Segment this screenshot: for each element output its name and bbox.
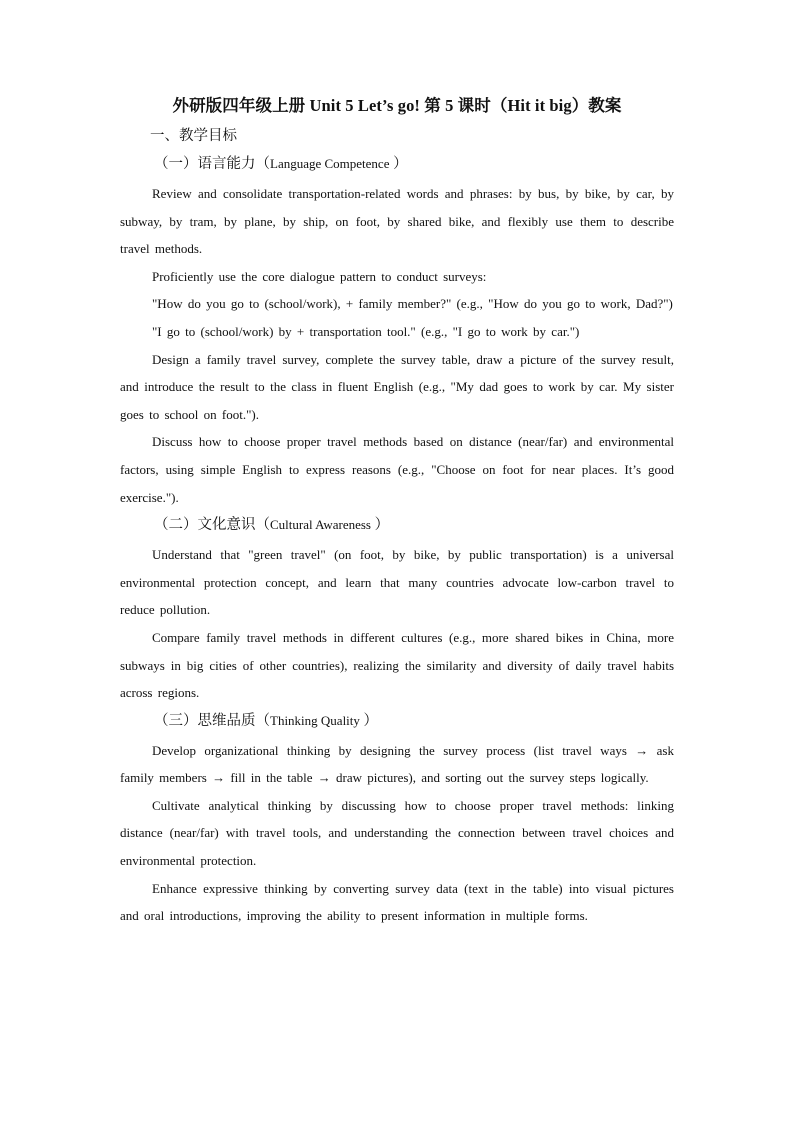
subsection-close: ） — [359, 712, 379, 729]
paragraph: Proficiently use the core dialogue pattern to conduct surveys: — [152, 268, 487, 284]
paragraph: Cultivate analytical thinking by discussing how to choose proper travel methods: linking distance (near/far) with travel tools, and understanding the connection between travel choices and environmental protection. — [120, 797, 674, 869]
section-teaching-objectives: 一、教学目标 — [150, 128, 237, 144]
document-title: 外研版四年级上册 Unit 5 Let’s go! 第 5 课时（Hit it big）教案 — [172, 96, 622, 115]
paragraph: Understand that "green travel" (on foot, by bike, by public transportation) is a universal environmental protection concept, and learn that many countries advocate low-carbon travel to reduce pollution. — [120, 547, 674, 618]
subsection-language-competence — [154, 154, 674, 174]
subsection-close: ） — [389, 156, 408, 172]
paragraph: Develop organizational thinking by designing the survey process (list travel ways → ask family members → fill in the table → draw pictures), and sorting out the survey steps logically. — [120, 742, 674, 786]
paragraph: "How do you go to (school/work), + family member?" (e.g., "How do you go to work, Dad?") — [152, 296, 673, 312]
paragraph: Discuss how to choose proper travel methods based on distance (near/far) and environmental factors, using simple English to express reasons (e.g., "Choose on foot for near places. It’s good exercise."). — [120, 434, 674, 505]
paragraph: Design a family travel survey, complete the survey table, draw a picture of the survey result, and introduce the result to the class in fluent English (e.g., "My dad goes to work by car. My sister goes to school on foot."). — [120, 351, 674, 422]
lesson-plan-page — [120, 92, 674, 930]
cultural-awareness-paragraphs — [120, 541, 674, 707]
paragraph: Compare family travel methods in different cultures (e.g., more shared bikes in China, more subways in big cities of other countries), realizing the similarity and diversity of daily travel habits across regions. — [120, 629, 674, 701]
subsection-cn: （二）文化意识（ — [154, 517, 270, 534]
subsection-cn: （一）语言能力（ — [154, 156, 270, 172]
thinking-quality-paragraphs — [120, 737, 674, 930]
subsection-en: Language Competence — [270, 156, 390, 171]
subsection-close: ） — [370, 517, 390, 534]
paragraph: Review and consolidate transportation-related words and phrases: by bus, by bike, by car, by subway, by tram, by plane, by ship, on foot, by shared bike, and flexibly use them to describe travel methods. — [120, 186, 674, 257]
subsection-thinking-quality — [154, 711, 674, 731]
paragraph: Enhance expressive thinking by converting survey data (text in the table) into visual pictures and oral introductions, improving the ability to present information in multiple forms. — [120, 880, 674, 924]
subsection-en: Cultural Awareness — [270, 517, 371, 533]
paragraph: "I go to (school/work) by + transportation tool." (e.g., "I go to work by car.") — [152, 323, 580, 339]
subsection-cn: （三）思维品质（ — [154, 712, 270, 729]
language-competence-paragraphs — [120, 180, 674, 511]
subsection-en: Thinking Quality — [270, 712, 360, 728]
subsection-cultural-awareness — [154, 515, 674, 535]
